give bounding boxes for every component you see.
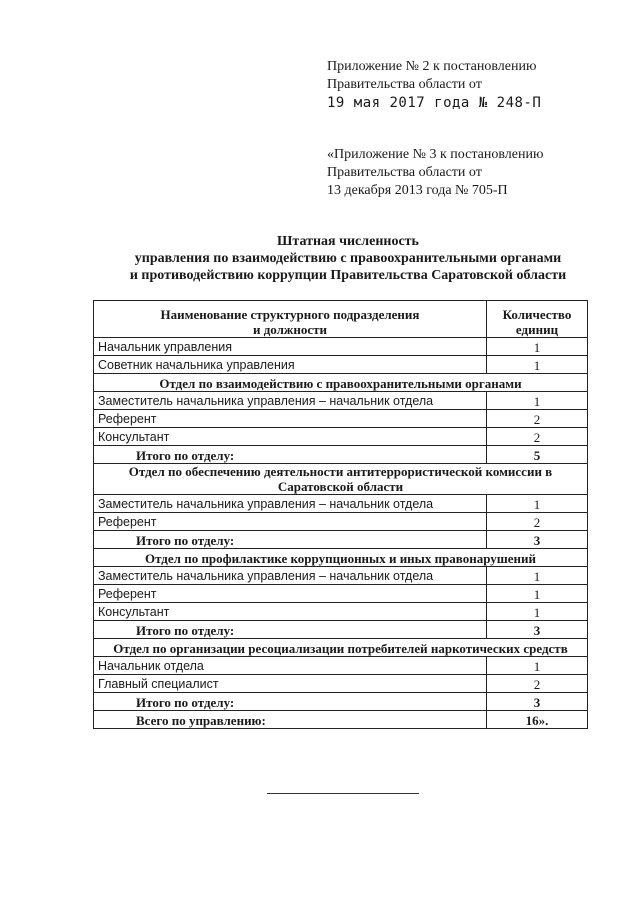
position-row (94, 513, 588, 531)
total-row (94, 531, 588, 549)
appendix-line: Правительства области от (327, 77, 482, 92)
total-count: 5 (487, 446, 588, 464)
position-count: 2 (487, 675, 588, 693)
table-header-row (94, 301, 588, 338)
position-row (94, 356, 588, 374)
position-count: 1 (487, 338, 588, 356)
position-row (94, 392, 588, 410)
header-text: Наименование структурного подразделения (160, 307, 420, 322)
title-line: и противодействию коррупции Правительства Саратовской области (129, 268, 567, 283)
department-name: Отдел по организации ресоциализации потребителей наркотических средств (94, 639, 588, 657)
position-row (94, 603, 588, 621)
position-row (94, 428, 588, 446)
position-name: Консультант (94, 428, 487, 446)
position-row (94, 567, 588, 585)
total-row (94, 446, 588, 464)
position-name: Референт (94, 410, 487, 428)
total-count: 3 (487, 531, 588, 549)
position-name: Начальник отдела (94, 657, 487, 675)
department-name: Отдел по профилактике коррупционных и иных правонарушений (94, 549, 588, 567)
appendix-line: Приложение № 2 к постановлению (327, 59, 537, 74)
closing-rule (267, 793, 419, 794)
position-count: 1 (487, 356, 588, 374)
title-line: управления по взаимодействию с правоохранительными органами (134, 251, 562, 266)
position-row (94, 495, 588, 513)
total-label: Всего по управлению: (94, 711, 487, 729)
header-text: и должности (252, 322, 327, 337)
total-row (94, 621, 588, 639)
appendix-date-line: 13 декабря 2013 года № 705-П (327, 183, 508, 198)
header-count-cell (487, 301, 588, 338)
position-name: Заместитель начальника управления – начальник отдела (94, 392, 487, 410)
header-name-cell (94, 301, 487, 338)
department-name: Отдел по взаимодействию с правоохранительными органами (94, 374, 588, 392)
position-row (94, 585, 588, 603)
total-row (94, 693, 588, 711)
department-row (94, 639, 588, 657)
position-count: 1 (487, 585, 588, 603)
department-row (94, 464, 588, 495)
staff-table (93, 300, 588, 729)
position-count: 2 (487, 428, 588, 446)
position-name: Референт (94, 585, 487, 603)
position-count: 1 (487, 567, 588, 585)
appendix-header-original (327, 146, 543, 200)
position-count: 2 (487, 410, 588, 428)
document-title (100, 233, 596, 284)
total-count: 3 (487, 693, 588, 711)
position-count: 1 (487, 657, 588, 675)
position-count: 1 (487, 392, 588, 410)
position-name: Референт (94, 513, 487, 531)
position-name: Советник начальника управления (94, 356, 487, 374)
position-name: Начальник управления (94, 338, 487, 356)
position-row (94, 410, 588, 428)
appendix-line: «Приложение № 3 к постановлению (327, 147, 544, 162)
total-label: Итого по отделу: (94, 446, 487, 464)
department-row (94, 374, 588, 392)
department-row (94, 549, 588, 567)
position-name: Главный специалист (94, 675, 487, 693)
header-text: единиц (515, 322, 559, 337)
appendix-header-current (327, 58, 541, 112)
position-count: 1 (487, 603, 588, 621)
total-row (94, 711, 588, 729)
appendix-line: Правительства области от (327, 165, 482, 180)
position-name: Заместитель начальника управления – начальник отдела (94, 567, 487, 585)
total-label: Итого по отделу: (94, 693, 487, 711)
department-name: Отдел по обеспечению деятельности антитеррористической комиссии в Саратовской области (94, 464, 588, 495)
position-row (94, 338, 588, 356)
position-row (94, 675, 588, 693)
position-count: 2 (487, 513, 588, 531)
total-label: Итого по отделу: (94, 531, 487, 549)
table-body (94, 338, 588, 729)
total-count: 16». (487, 711, 588, 729)
position-count: 1 (487, 495, 588, 513)
position-name: Заместитель начальника управления – начальник отдела (94, 495, 487, 513)
position-name: Консультант (94, 603, 487, 621)
total-count: 3 (487, 621, 588, 639)
position-row (94, 657, 588, 675)
total-label: Итого по отделу: (94, 621, 487, 639)
appendix-date-line: 19 мая 2017 года № 248-П (327, 95, 542, 111)
title-line: Штатная численность (277, 234, 419, 249)
header-text: Количество (502, 307, 572, 322)
